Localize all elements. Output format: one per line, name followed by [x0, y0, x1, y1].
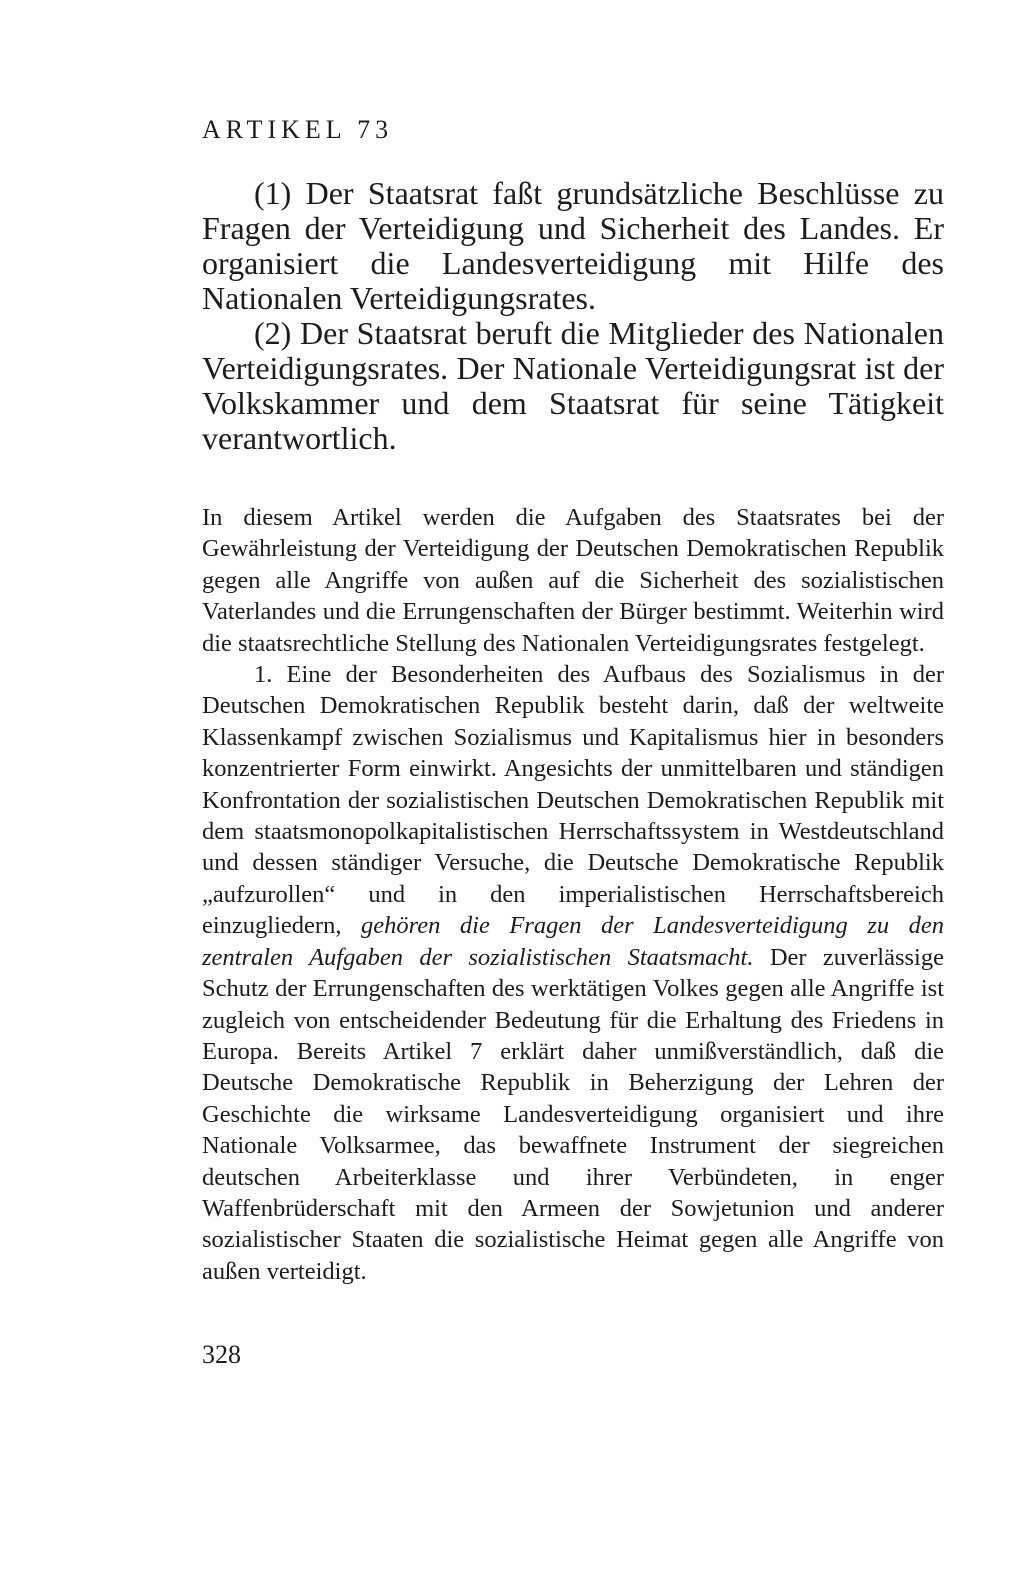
law-text-block [202, 176, 944, 456]
commentary-point-1-emphasis: gehören die Fragen der Landesverteidigung zu den zentralen Aufgaben der sozialistischen Staatsmacht. [202, 912, 945, 971]
law-paragraph-1: (1) Der Staatsrat faßt grundsätzliche Beschlüsse zu Fragen der Verteidigung und Sicherheit des Landes. Er organisiert die Landesverteidigung mit Hilfe des Nationalen Verteidigungsrates. [202, 175, 944, 316]
commentary-point-1-text-b: Der zuverlässige Schutz der Errungenschaften des werktätigen Volkes gegen alle Angriffe ist zugleich von entscheidender Bedeutung für die Erhaltung des Friedens in Europa. Bereits Artikel 7 erklärt daher unmißverständlich, daß die Deutsche Demokratische Republik in Beherzigung der Lehren der Geschichte die wirksame Landesverteidigung organisiert und ihre Nationale Volksarmee, das bewaffnete Instrument der siegreichen deutschen Arbeiterklasse und ihrer Verbündeten, in enger Waffenbrüderschaft mit den Armeen der Sowjetunion und anderer sozialistischer Staaten die sozialistische Heimat gegen alle Angriffe von außen verteidigt. [202, 943, 944, 1285]
commentary-intro: In diesem Artikel werden die Aufgaben des Staatsrates bei der Gewährleistung der Verteidigung der Deutschen Demokratischen Republik gegen alle Angriffe von außen auf die Sicherheit des sozialistischen Vaterlandes und die Errungenschaften der Bürger bestimmt. Weiterhin wird die staatsrechtliche Stellung des Nationalen Verteidigungsrates festgelegt. [202, 504, 944, 657]
law-paragraph-2: (2) Der Staatsrat beruft die Mitglieder des Nationalen Verteidigungsrates. Der Nationale Verteidigungsrat ist der Volkskammer und dem Staatsrat für seine Tätigkeit verantwortlich. [202, 315, 944, 456]
commentary-block [202, 502, 944, 1287]
page-content [202, 110, 944, 1287]
commentary-point-1 [202, 659, 944, 1287]
page-number: 328 [202, 1340, 241, 1369]
commentary-point-1-text-a: 1. Eine der Besonderheiten des Aufbaus des Sozialismus in der Deutschen Demokratischen Republik besteht darin, daß der weltweite Klassenkampf zwischen Sozialismus und Kapitalismus hier in besonders konzentrierter Form einwirkt. Angesichts der unmittelbaren und ständigen Konfrontation der sozialistischen Deutschen Demokratischen Republik mit dem staatsmonopolkapitalistischen Herrschaftssystem in Westdeutschland und dessen ständiger Versuche, die Deutsche Demokratische Republik „aufzurollen“ und in den imperialistischen Herrschaftsbereich einzugliedern, [202, 661, 944, 940]
article-heading: ARTIKEL 73 [202, 115, 394, 144]
